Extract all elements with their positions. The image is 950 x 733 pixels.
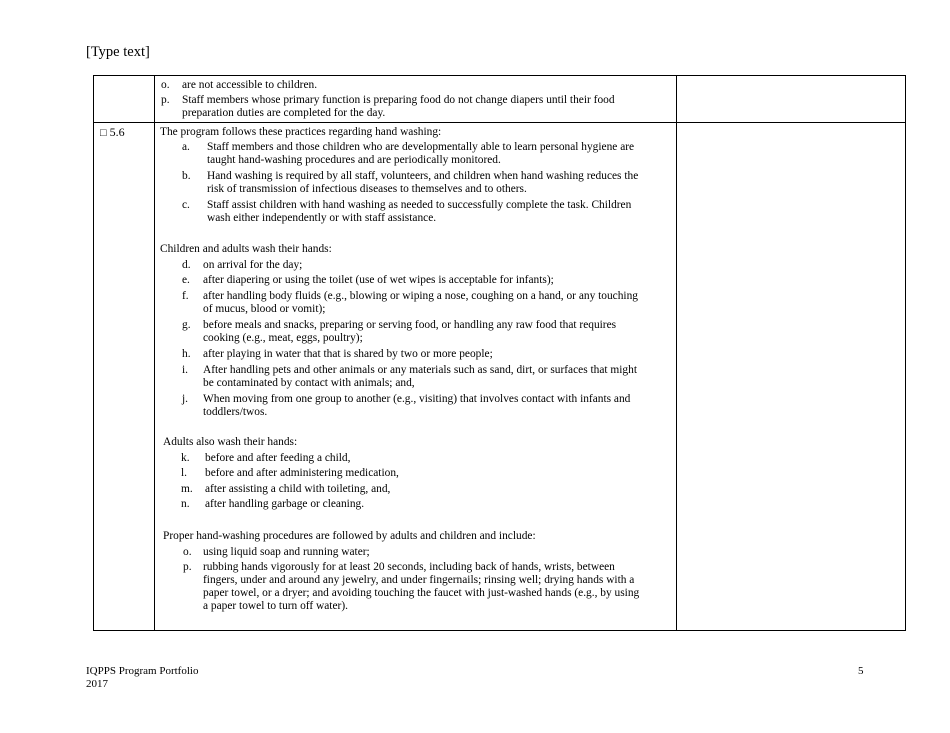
procedure-item-text: using liquid soap and running water; xyxy=(203,546,370,558)
hand-wash-item-marker: d. xyxy=(182,259,191,271)
adult-item-text: after assisting a child with toileting, and, xyxy=(205,483,391,495)
hand-wash-item-text: be contaminated by contact with animals; and, xyxy=(203,377,415,389)
hand-wash-item-marker: f. xyxy=(182,290,189,302)
practice-item-marker: b. xyxy=(182,170,191,182)
adult-item-marker: k. xyxy=(181,452,190,464)
hand-wash-item-text: After handling pets and other animals or any materials such as sand, dirt, or surfaces that might xyxy=(203,364,637,376)
procedure-item-marker: o. xyxy=(183,546,192,558)
hand-wash-item-marker: g. xyxy=(182,319,191,331)
hand-wash-item-text: toddlers/twos. xyxy=(203,406,268,418)
practice-item-text: taught hand-washing procedures and are periodically monitored. xyxy=(207,154,501,166)
hand-wash-item-text: cooking (e.g., meat, eggs, poultry); xyxy=(203,332,363,344)
practice-item-text: risk of transmission of infectious diseases to themselves and to others. xyxy=(207,183,527,195)
adult-item-marker: n. xyxy=(181,498,190,510)
row-divider xyxy=(94,122,905,123)
footer-year: 2017 xyxy=(86,678,108,690)
checkbox-icon[interactable]: □ xyxy=(100,127,107,139)
hand-wash-item-text: after handling body fluids (e.g., blowing or wiping a nose, coughing on a hand, or any touching xyxy=(203,290,638,302)
list-item-text: are not accessible to children. xyxy=(182,79,318,91)
section-heading: Proper hand-washing procedures are followed by adults and children and include: xyxy=(163,530,536,542)
column-divider xyxy=(154,76,155,630)
procedure-item-text: rubbing hands vigorously for at least 20 seconds, including back of hands, wrists, between xyxy=(203,561,615,573)
section-intro: The program follows these practices regarding hand washing: xyxy=(160,126,442,138)
adult-item-text: before and after feeding a child, xyxy=(205,452,351,464)
hand-wash-item-marker: j. xyxy=(182,393,189,405)
hand-wash-item-marker: i. xyxy=(182,364,189,376)
list-item-marker: o. xyxy=(161,79,170,91)
hand-wash-item-text: of mucus, blood or vomit); xyxy=(203,303,326,315)
hand-wash-item-text: after playing in water that that is shared by two or more people; xyxy=(203,348,493,360)
procedure-item-text: fingers, under and around any jewelry, and under fingernails; rinsing well; drying hands with a xyxy=(203,574,635,586)
practice-item-marker: c. xyxy=(182,199,190,211)
hand-wash-item-marker: h. xyxy=(182,348,191,360)
hand-wash-item-text: after diapering or using the toilet (use of wet wipes is acceptable for infants); xyxy=(203,274,554,286)
practice-item-text: wash either independently or with staff assistance. xyxy=(207,212,437,224)
procedure-item-text: paper towel, or a dryer; and avoiding touching the faucet with just-washed hands (e.g., by using xyxy=(203,587,640,599)
procedure-item-marker: p. xyxy=(183,561,192,573)
section-heading: Adults also wash their hands: xyxy=(163,436,298,448)
adult-item-text: after handling garbage or cleaning. xyxy=(205,498,365,510)
footer xyxy=(86,665,198,691)
page-header: [Type text] xyxy=(86,44,150,60)
hand-wash-item-text: on arrival for the day; xyxy=(203,259,303,271)
page-number: 5 xyxy=(858,665,864,677)
practice-item-text: Staff assist children with hand washing as needed to successfully complete the task. Children xyxy=(207,199,632,211)
hand-wash-item-marker: e. xyxy=(182,274,190,286)
practice-item-marker: a. xyxy=(182,141,190,153)
adult-item-marker: m. xyxy=(181,483,193,495)
hand-wash-item-text: before meals and snacks, preparing or serving food, or handling any raw food that requires xyxy=(203,319,617,331)
section-heading: Children and adults wash their hands: xyxy=(160,243,332,255)
standard-number: 5.6 xyxy=(109,125,125,139)
list-item-text: Staff members whose primary function is preparing food do not change diapers until their food xyxy=(182,94,615,106)
list-item-text: preparation duties are completed for the day. xyxy=(182,107,386,119)
column-divider xyxy=(676,76,677,630)
hand-wash-item-text: When moving from one group to another (e.g., visiting) that involves contact with infants and xyxy=(203,393,631,405)
procedure-item-text: a paper towel to turn off water). xyxy=(203,600,348,612)
standard-id xyxy=(100,125,125,140)
footer-title: IQPPS Program Portfolio xyxy=(86,665,199,677)
practice-item-text: Staff members and those children who are developmentally able to learn personal hygiene are xyxy=(207,141,635,153)
practice-item-text: Hand washing is required by all staff, volunteers, and children when hand washing reduces the xyxy=(207,170,639,182)
list-item-marker: p. xyxy=(161,94,170,106)
adult-item-text: before and after administering medication, xyxy=(205,467,399,479)
adult-item-marker: l. xyxy=(181,467,188,479)
